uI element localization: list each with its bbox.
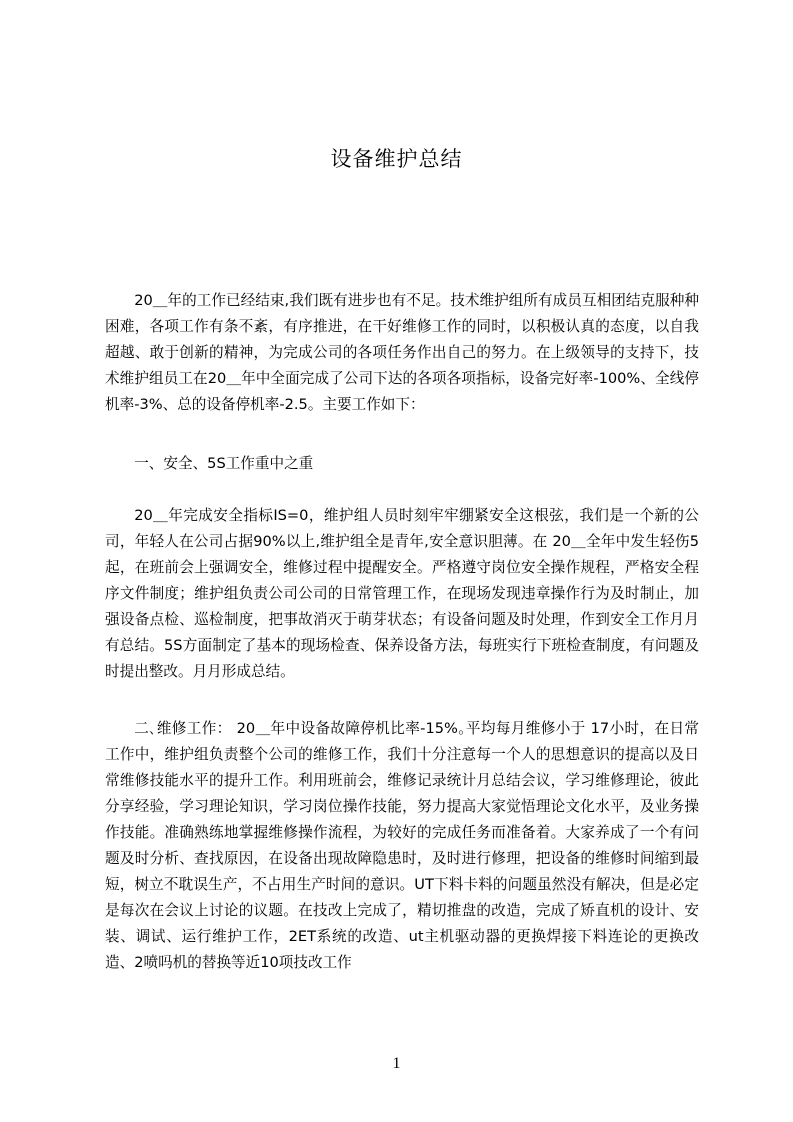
maintenance-paragraph: 二､维修工作： 20＿年中设备故障停机比率-15%｡平均每月维修小于 17小时，在日常工作中，维护组负责整个公司的维修工作，我们十分注意每一个人的思想意识的提高以及日常维修技能水平的提升工作。利用班前会，维修记录统计月总结会议，学习维修理论，彼此分享经验，学习理论知识，学习岗位操作技能，努力提高大家觉悟理论文化水平，及业务操作技能。准确熟练地掌握维修操作流程，为较好的完成任务而准备着。大家养成了一个有问题及时分析、查找原因，在设备出现故障隐患时，及时进行修理，把设备的维修时间缩到最短，树立不耽误生产，不占用生产时间的意识。UT下料卡料的问题虽然没有解决，但是必定是每次在会议上讨论的议题。在技改上完成了，精切推盘的改造，完成了矫直机的设计、安装、调试、运行维护工作，2ET系统的改造、ut主机驱动器的更换焊接下料连论的更换改造、2喷吗机的替换等近10项技改工作 xyxy=(105,720,699,971)
page-number: 1 xyxy=(392,1055,401,1072)
section-heading-safety: 一、安全、5S工作重中之重 xyxy=(134,455,314,472)
intro-paragraph: 20＿年的工作已经结束,我们既有进步也有不足。技术维护组所有成员互相团结克服种种困难，各项工作有条不紊，有序推进，在干好维修工作的同时，以积极认真的态度，以自我超越、敢于创新的精神，为完成公司的各项任务作出自己的努力。在上级领导的支持下，技术维护组员工在20＿年中全面完成了公司下达的各项各项指标，设备完好率-100%、全线停机率-3%、总的设备停机率-2.5。主要工作如下： xyxy=(105,292,699,413)
document-title: 设备维护总结 xyxy=(330,147,463,171)
safety-paragraph: 20＿年完成安全指标IS=0，维护组人员时刻牢牢绷紧安全这根弦，我们是一个新的公司，年轻人在公司占据90%以上,维护组全是青年,安全意识胆薄。在 20＿全年中发生轻伤5起，在班前会上强调安全，维修过程中提醒安全。严格遵守岗位安全操作规程，严格安全程序文件制度；维护组负责公司公司的日常管理工作，在现场发现违章操作行为及时制止，加强设备点检、巡检制度，把事故消灭于萌芽状态；有设备问题及时处理，作到安全工作月月有总结。5S方面制定了基本的现场检查、保养设备方法，每班实行下班检查制度，有问题及时提出整改。月月形成总结。 xyxy=(105,507,699,680)
